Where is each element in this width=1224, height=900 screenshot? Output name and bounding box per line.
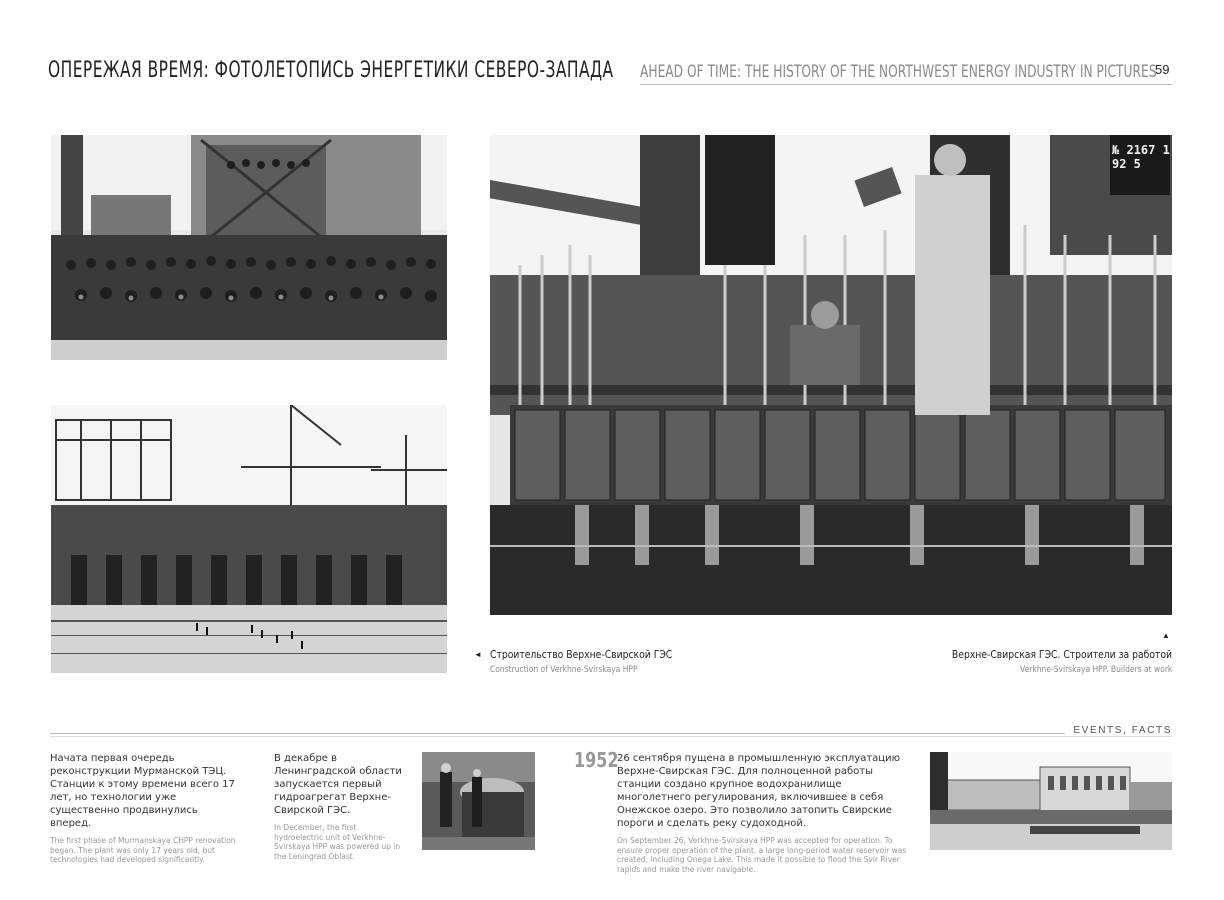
fact-murmansk [50,752,240,865]
caption-left-marker: ◄ [474,650,482,659]
caption-right-marker: ▲ [1162,631,1170,640]
page-title-en: AHEAD OF TIME: THE HISTORY OF THE NORTHWEST ENERGY INDUSTRY IN PICTURES [640,62,1157,82]
photo-svir-hpp-building [930,752,1172,850]
fact-murmansk-ru: Начата первая очередь реконструкции Мурманской ТЭЦ. Станции к этому времени всего 17 лет, но технологии уже существенно продвинулись вперед. [50,753,235,829]
caption-right-ru: Верхне-Свирская ГЭС. Строители за работой [951,648,1172,661]
fact-svir-launch [617,752,915,874]
events-divider [50,733,1172,734]
photo-plate-number: № 2167 192 5 [1112,143,1170,171]
photo-workers-group [51,135,447,360]
fact-svir-launch-en: On September 26, Verkhne-Svirskaya HPP was accepted for operation. To ensure proper operation of the plant, a large long-period water reservoir was created, including Onega Lake. This made it possible to flood the Svir River rapids and make the river navigable. [617,836,907,874]
photo-hydro-unit-workers [422,752,535,850]
header-divider [640,84,1172,85]
photo-construction-site [51,405,447,673]
fact-murmansk-en: The first phase of Murmanskaya CHPP renovation began. The plant was only 17 years old, but technologies had developed significantly. [50,836,236,864]
fact-first-unit-ru: В декабре в Ленинградской области запускается первый гидроагрегат Верхне-Свирской ГЭС. [274,753,402,816]
events-divider-secondary [50,736,1172,737]
fact-svir-launch-ru: 26 сентября пущена в промышленную эксплуатацию Верхне-Свирская ГЭС. Для полноценной работы станции создано крупное водохранилище многолетнего регулирования, включившее в себя Онежское озеро. Это позволило затопить Свирские пороги и сделать реку судоходной. [617,753,900,829]
events-facts-label: EVENTS, FACTS [1065,725,1172,736]
page-title-ru: ОПЕРЕЖАЯ ВРЕМЯ: ФОТОЛЕТОПИСЬ ЭНЕРГЕТИКИ СЕВЕРО-ЗАПАДА [48,58,614,83]
caption-right-en: Verkhne-Svirskaya HPP. Builders at work [1019,665,1172,675]
caption-left-en: Construction of Verkhne-Svirskaya HPP [490,665,638,675]
page-number: 59 [1155,62,1170,77]
fact-first-unit-en: In December, the first hydroelectric unit of Verkhne-Svirskaya HPP was powered up in the Leningrad Oblast. [274,823,401,861]
photo-builders-at-work [490,135,1172,615]
caption-left-ru: Строительство Верхне-Свирской ГЭС [490,648,673,661]
fact-first-unit [274,752,404,861]
fact-year: 1952 [574,748,619,772]
